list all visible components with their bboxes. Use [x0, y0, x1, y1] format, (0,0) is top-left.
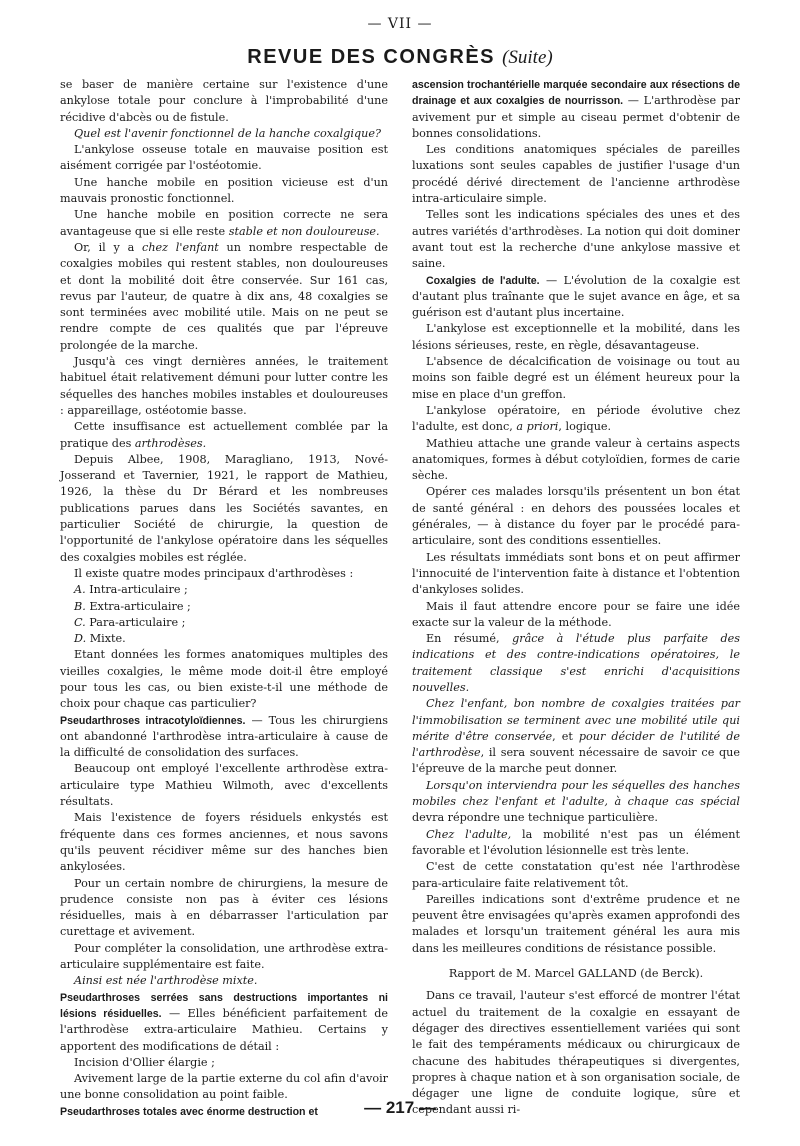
left-column — [60, 77, 388, 1120]
paragraph: Jusqu'à ces vingt dernières années, le traitement habituel était relativement démuni pour lutter contre les séquelles des hanches mobiles instables et douloureuses : appareillage, ostéotomie basse. — [60, 355, 388, 417]
paragraph: Les conditions anatomiques spéciales de pareilles luxations sont seules capables de justifier l'usage d'un procédé dérivé directement de l'ancienne arthrodèse intra-articulaire simple. — [412, 143, 740, 206]
list-item: A. Intra-articulaire ; — [74, 583, 188, 597]
paragraph: Pseudarthroses totales avec énorme destruction et — [60, 1105, 318, 1118]
paragraph: Ainsi est née l'arthrodèse mixte. — [74, 974, 258, 988]
running-suite: (Suite) — [502, 47, 553, 68]
question-heading: Quel est l'avenir fonctionnel de la hanche coxalgique? — [74, 126, 381, 140]
paragraph: Pour un certain nombre de chirurgiens, la mesure de prudence consiste non pas à éviter ces lésions résiduelles, mais à en débarrasser l'articulation par curettage et avivement. — [60, 876, 388, 939]
paragraph: En résumé, grâce à l'étude plus parfaite des indications et des contre-indications opératoires, le traitement classique s'est enrichi d'acquisitions nouvelles. — [412, 632, 741, 694]
paragraph: Lorsqu'on interviendra pour les séquelles des hanches mobiles chez l'enfant et l'adulte, à chaque cas spécial devra répondre une technique particulière. — [412, 778, 740, 825]
paragraph: Chez l'enfant, bon nombre de coxalgies traitées par l'immobilisation se terminent avec une mobilité utile qui mérite d'être conservée, et pour décider de l'utilité de l'arthrodèse, il sera souvent nécessaire de savoir ce que l'épreuve de la marche peut donner. — [412, 697, 740, 776]
paragraph: Pseudarthroses intracotyloïdiennes. — Tous les chirurgiens ont abandonné l'arthrodèse intra-articulaire à cause de la difficulté de consolidation des surfaces. — [60, 713, 388, 760]
paragraph: Une hanche mobile en position correcte ne sera avantageuse que si elle reste stable et non douloureuse. — [60, 208, 388, 238]
paragraph: Il existe quatre modes principaux d'arthrodèses : — [74, 566, 354, 580]
paragraph: Mathieu attache une grande valeur à certains aspects anatomiques, formes à début cotyloïdien, formes de carie sèche. — [412, 436, 740, 483]
paragraph: L'ankylose osseuse totale en mauvaise position est aisément corrigée par l'ostéotomie. — [60, 143, 388, 173]
paragraph: Incision d'Ollier élargie ; — [74, 1055, 215, 1069]
paragraph: Pseudarthroses serrées sans destructions importantes ni lésions résiduelles. — Elles bénéficient parfaitement de l'arthrodèse extra-articulaire Mathieu. Certains y apportent des modifications de détail : — [60, 991, 388, 1053]
paragraph: Telles sont les indications spéciales des unes et des autres variétés d'arthrodèses. La notion qui doit dominer avant tout est la recherche d'une ankylose massive et saine. — [412, 208, 740, 271]
paragraph: Mais il faut attendre encore pour se faire une idée exacte sur la valeur de la méthode. — [412, 599, 740, 629]
paragraph: Coxalgies de l'adulte. — L'évolution de la coxalgie est d'autant plus traînante que le sujet avance en âge, et sa guérison est d'autant plus incertaine. — [412, 273, 740, 320]
list-item: B. Extra-articulaire ; — [74, 599, 191, 613]
paragraph: Mais l'existence de foyers résiduels enkystés est fréquente dans ces formes anciennes, et nous savons qu'ils peuvent récidiver même sur des hanches bien ankylosées. — [60, 811, 388, 874]
paragraph: Opérer ces malades lorsqu'ils présentent un bon état de santé général : en dehors des poussées locales et générales, — à distance du foyer par le procédé para-articulaire, sont des conditions essentielles. — [412, 485, 740, 548]
paragraph: Beaucoup ont employé l'excellente arthrodèse extra-articulaire type Mathieu Wilmoth, avec d'excellents résultats. — [60, 762, 388, 809]
paragraph: Une hanche mobile en position vicieuse est d'un mauvais pronostic fonctionnel. — [60, 175, 388, 206]
paragraph: Or, il y a chez l'enfant un nombre respectable de coxalgies mobiles qui restent stables, non douloureuses et dont la mobilité doit être conservée. Sur 161 cas, revus par l'auteur, de quatre à dix ans, 48 coxalgies se sont terminées avec mobilité utile. Mais on ne peut se rendre compte de ces qualités que par l'épreuve prolongée de la marche. — [60, 240, 388, 352]
paragraph: Les résultats immédiats sont bons et on peut affirmer l'innocuité de l'intervention faite à distance et l'obtention d'ankyloses solides. — [412, 550, 740, 597]
paragraph: se baser de manière certaine sur l'existence d'une ankylose totale pour conclure à l'improbabilité d'une récidive d'abcès ou de fistule. — [60, 78, 388, 124]
paragraph: L'ankylose opératoire, en période évolutive chez l'adulte, est donc, a priori, logique. — [412, 403, 740, 434]
paragraph: Pareilles indications sont d'extrême prudence et ne peuvent être envisagées qu'après examen approfondi des malades et lorsqu'un traitement général les aura mis dans les meilleures conditions de résistance possible. — [412, 892, 740, 955]
paragraph: Depuis Albee, 1908, Maragliano, 1913, Nové-Josserand et Tavernier, 1921, le rapport de Mathieu, 1926, la thèse du Dr Bérard et les nombreuses publications parues dans les Sociétés savantes, en particulier Société de chirurgie, la question de l'opportunité de l'ankylose opératoire dans les séquelles des coxalgies mobiles est réglée. — [60, 452, 388, 564]
paragraph: Avivement large de la partie externe du col afin d'avoir une bonne consolidation au point faible. — [60, 1072, 388, 1102]
paragraph: ascension trochantérielle marquée secondaire aux résections de drainage et aux coxalgies de nourrisson. — L'arthrodèse par avivement pur et simple au ciseau permet d'obtenir de bonnes consolidations. — [412, 79, 740, 140]
paragraph: Etant données les formes anatomiques multiples des vieilles coxalgies, le même mode doit-il être employé pour tous les cas, ou bien existe-t-il une méthode de choix pour chaque cas particulier? — [60, 648, 388, 711]
paragraph: L'ankylose est exceptionnelle et la mobilité, dans les lésions sérieuses, reste, en règle, désavantageuse. — [412, 322, 740, 352]
right-column — [412, 77, 740, 1119]
running-title: REVUE DES CONGRÈS — [247, 46, 496, 68]
paragraph: C'est de cette constatation qu'est née l'arthrodèse para-articulaire faite relativement tôt. — [412, 860, 740, 890]
list-item: D. Mixte. — [74, 632, 126, 646]
paragraph: Chez l'adulte, la mobilité n'est pas un élément favorable et l'évolution lésionnelle est très lente. — [412, 827, 740, 857]
paragraph: Pour compléter la consolidation, une arthrodèse extra-articulaire supplémentaire est faite. — [60, 941, 388, 972]
paragraph: Cette insuffisance est actuellement comblée par la pratique des arthrodèses. — [60, 420, 388, 450]
roman-folio: — VII — — [367, 16, 433, 32]
paragraph: Dans ce travail, l'auteur s'est efforcé de montrer l'état actuel du traitement de la coxalgie en essayant de dégager des directives essentiellement variées qui sont le fait des tempéraments médicaux ou chirurgicaux de chacune des habitudes thérapeutiques si divergentes, propres à chaque nation et à son organisation sociale, de dégager une ligne de conduite logique, sûre et cependant aussi ri- — [412, 989, 740, 1117]
running-header — [0, 46, 800, 69]
list-item: C. Para-articulaire ; — [74, 615, 186, 629]
page-number: — 217 — — [364, 1098, 436, 1117]
report-heading: Rapport de M. Marcel GALLAND (de Berck). — [448, 967, 704, 981]
paragraph: L'absence de décalcification de voisinage ou tout au moins son faible degré est un élément heureux pour la mise en place d'un greffon. — [412, 355, 740, 401]
